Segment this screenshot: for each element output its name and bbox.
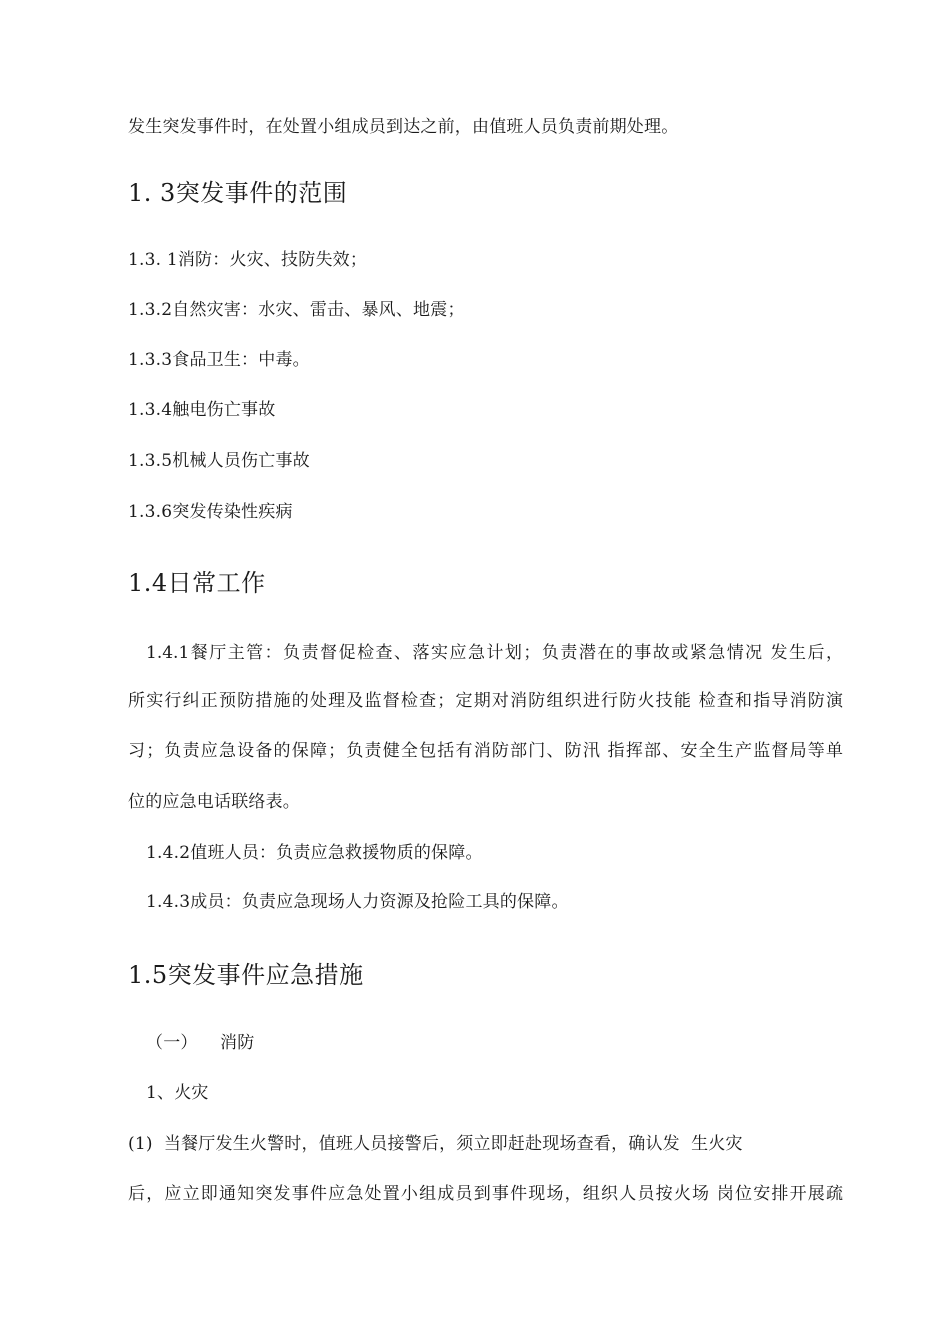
- sub-item: 1、火灾: [146, 1083, 209, 1103]
- section-heading-1-3: 1. 3突发事件的范围: [128, 179, 348, 207]
- paragraph-line: 习；负责应急设备的保障；负责健全包括有消防部门、防汛 指挥部、安全生产监督局等单: [128, 741, 843, 761]
- section-heading-1-4: 1.4日常工作: [128, 569, 266, 597]
- list-item: 1.3.2自然灾害：水灾、雷击、暴风、地震；: [128, 300, 465, 320]
- list-item: 1.3.5机械人员伤亡事故: [128, 451, 310, 471]
- list-item: 1.3.4触电伤亡事故: [128, 400, 276, 420]
- sub-heading: （一） 消防: [146, 1033, 255, 1053]
- paragraph-line: 位的应急电话联络表。: [128, 792, 300, 812]
- paragraph-line: 1.4.1餐厅主管：负责督促检查、落实应急计划；负责潜在的事故或紧急情况 发生后，: [146, 643, 843, 663]
- section-heading-1-5: 1.5突发事件应急措施: [128, 961, 364, 989]
- list-item: 1.4.3成员：负责应急现场人力资源及抢险工具的保障。: [146, 892, 569, 912]
- paragraph-line: 后，应立即通知突发事件应急处置小组成员到事件现场，组织人员按火场 岗位安排开展疏: [128, 1184, 843, 1204]
- list-item: 1.3.6突发传染性疾病: [128, 502, 293, 522]
- intro-paragraph: 发生突发事件时，在处置小组成员到达之前，由值班人员负责前期处理。: [128, 117, 679, 137]
- list-item: 1.3. 1消防：火灾、技防失效；: [128, 250, 368, 270]
- list-item: 1.4.2值班人员：负责应急救援物质的保障。: [146, 843, 483, 863]
- paragraph-line: 所实行纠正预防措施的处理及监督检查；定期对消防组织进行防火技能 检查和指导消防演: [128, 691, 843, 711]
- list-item: 1.3.3食品卫生：中毒。: [128, 350, 310, 370]
- paragraph-line: (1) 当餐厅发生火警时，值班人员接警后，须立即赶赴现场查看，确认发 生火灾: [128, 1134, 743, 1154]
